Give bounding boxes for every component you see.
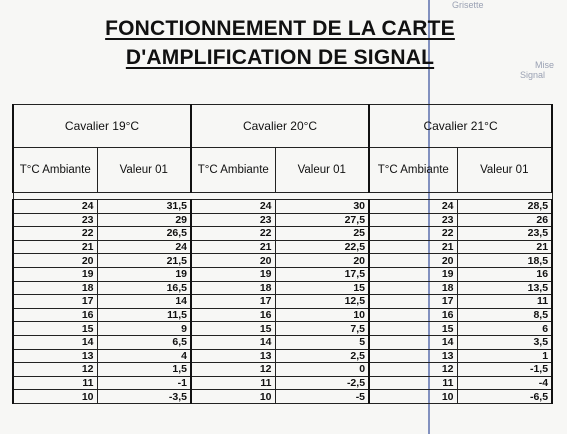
valeur-cell: 14 <box>97 295 191 309</box>
valeur-cell: 5 <box>275 335 369 349</box>
group-header: Cavalier 19°C <box>13 105 191 148</box>
ambiante-cell: 14 <box>369 335 457 349</box>
valeur-cell: 4 <box>97 349 191 363</box>
ambiante-cell: 18 <box>13 281 97 295</box>
valeur-cell: 6,5 <box>97 335 191 349</box>
ambiante-cell: 21 <box>369 240 457 254</box>
valeur-cell: -4 <box>457 376 552 390</box>
separator-row <box>13 193 552 200</box>
ambiante-cell: 21 <box>191 240 275 254</box>
valeur-cell: 12,5 <box>275 295 369 309</box>
ambiante-cell: 22 <box>191 227 275 241</box>
valeur-cell: 22,5 <box>275 240 369 254</box>
ambiante-cell: 17 <box>369 295 457 309</box>
valeur-cell: 29 <box>97 213 191 227</box>
column-header-valeur: Valeur 01 <box>457 148 552 193</box>
valeur-cell: 1,5 <box>97 363 191 377</box>
table-row <box>13 390 552 404</box>
valeur-cell: 8,5 <box>457 308 552 322</box>
ambiante-cell: 14 <box>191 335 275 349</box>
table-row <box>13 295 552 309</box>
valeur-cell: 15 <box>275 281 369 295</box>
document-title <box>70 14 490 72</box>
table-row <box>13 227 552 241</box>
table-row <box>13 281 552 295</box>
ambiante-cell: 20 <box>369 254 457 268</box>
valeur-cell: 19 <box>97 267 191 281</box>
valeur-cell: -1 <box>97 376 191 390</box>
ambiante-cell: 21 <box>13 240 97 254</box>
group-header-row <box>13 105 552 148</box>
ambiante-cell: 22 <box>369 227 457 241</box>
valeur-cell: 1 <box>457 349 552 363</box>
ambiante-cell: 15 <box>369 322 457 336</box>
ambiante-cell: 13 <box>191 349 275 363</box>
valeur-cell: 27,5 <box>275 213 369 227</box>
valeur-cell: 24 <box>97 240 191 254</box>
separator-cell <box>13 193 552 200</box>
valeur-cell: 0 <box>275 363 369 377</box>
ambiante-cell: 12 <box>191 363 275 377</box>
ambiante-cell: 23 <box>369 213 457 227</box>
ambiante-cell: 11 <box>191 376 275 390</box>
ambiante-cell: 10 <box>369 390 457 404</box>
ambiante-cell: 18 <box>369 281 457 295</box>
valeur-cell: 23,5 <box>457 227 552 241</box>
valeur-cell: 30 <box>275 200 369 214</box>
ambiante-cell: 16 <box>13 308 97 322</box>
ambiante-cell: 16 <box>369 308 457 322</box>
ambiante-cell: 19 <box>191 267 275 281</box>
table-row <box>13 213 552 227</box>
valeur-cell: 11,5 <box>97 308 191 322</box>
table-row <box>13 363 552 377</box>
ambiante-cell: 16 <box>191 308 275 322</box>
ambiante-cell: 24 <box>369 200 457 214</box>
valeur-cell: 31,5 <box>97 200 191 214</box>
valeur-cell: 13,5 <box>457 281 552 295</box>
valeur-cell: 16 <box>457 267 552 281</box>
valeur-cell: -3,5 <box>97 390 191 404</box>
valeur-cell: 9 <box>97 322 191 336</box>
table-row <box>13 254 552 268</box>
valeur-cell: 21,5 <box>97 254 191 268</box>
group-header: Cavalier 20°C <box>191 105 369 148</box>
ambiante-cell: 12 <box>13 363 97 377</box>
ambiante-cell: 17 <box>13 295 97 309</box>
valeur-cell: -6,5 <box>457 390 552 404</box>
ambiante-cell: 19 <box>13 267 97 281</box>
ambiante-cell: 18 <box>191 281 275 295</box>
valeur-cell: 3,5 <box>457 335 552 349</box>
column-header-ambiante: T°C Ambiante <box>13 148 97 193</box>
ambiante-cell: 13 <box>13 349 97 363</box>
ambiante-cell: 24 <box>13 200 97 214</box>
ambiante-cell: 11 <box>13 376 97 390</box>
valeur-cell: 26,5 <box>97 227 191 241</box>
ambiante-cell: 10 <box>191 390 275 404</box>
title-line-1: FONCTIONNEMENT DE LA CARTE <box>105 17 455 40</box>
valeur-cell: -2,5 <box>275 376 369 390</box>
ambiante-cell: 19 <box>369 267 457 281</box>
valeur-cell: 2,5 <box>275 349 369 363</box>
valeur-cell: 11 <box>457 295 552 309</box>
valeur-cell: 20 <box>275 254 369 268</box>
ambiante-cell: 20 <box>13 254 97 268</box>
valeur-cell: -1,5 <box>457 363 552 377</box>
ambiante-cell: 17 <box>191 295 275 309</box>
column-header-row <box>13 148 552 193</box>
table-row <box>13 349 552 363</box>
ambiante-cell: 10 <box>13 390 97 404</box>
ambiante-cell: 15 <box>13 322 97 336</box>
margin-note: Signal <box>520 70 546 80</box>
ambiante-cell: 13 <box>369 349 457 363</box>
table-row <box>13 200 552 214</box>
valeur-cell: 7,5 <box>275 322 369 336</box>
column-header-ambiante: T°C Ambiante <box>369 148 457 193</box>
margin-note: Mise <box>535 60 555 70</box>
ambiante-cell: 23 <box>13 213 97 227</box>
table-row <box>13 322 552 336</box>
ambiante-cell: 11 <box>369 376 457 390</box>
ambiante-cell: 15 <box>191 322 275 336</box>
amplification-table <box>12 104 553 404</box>
valeur-cell: 16,5 <box>97 281 191 295</box>
column-header-ambiante: T°C Ambiante <box>191 148 275 193</box>
valeur-cell: 28,5 <box>457 200 552 214</box>
column-header-valeur: Valeur 01 <box>97 148 191 193</box>
table-row <box>13 376 552 390</box>
ambiante-cell: 24 <box>191 200 275 214</box>
valeur-cell: -5 <box>275 390 369 404</box>
ambiante-cell: 12 <box>369 363 457 377</box>
margin-note: Grisette <box>452 0 484 10</box>
ambiante-cell: 14 <box>13 335 97 349</box>
valeur-cell: 17,5 <box>275 267 369 281</box>
valeur-cell: 10 <box>275 308 369 322</box>
ambiante-cell: 20 <box>191 254 275 268</box>
table-body <box>13 200 552 404</box>
valeur-cell: 18,5 <box>457 254 552 268</box>
ambiante-cell: 22 <box>13 227 97 241</box>
table-row <box>13 240 552 254</box>
table-row <box>13 335 552 349</box>
title-line-2: D'AMPLIFICATION DE SIGNAL <box>125 46 435 69</box>
group-header: Cavalier 21°C <box>369 105 552 148</box>
valeur-cell: 6 <box>457 322 552 336</box>
valeur-cell: 26 <box>457 213 552 227</box>
valeur-cell: 25 <box>275 227 369 241</box>
ambiante-cell: 23 <box>191 213 275 227</box>
column-header-valeur: Valeur 01 <box>275 148 369 193</box>
table-row <box>13 267 552 281</box>
table-row <box>13 308 552 322</box>
valeur-cell: 21 <box>457 240 552 254</box>
